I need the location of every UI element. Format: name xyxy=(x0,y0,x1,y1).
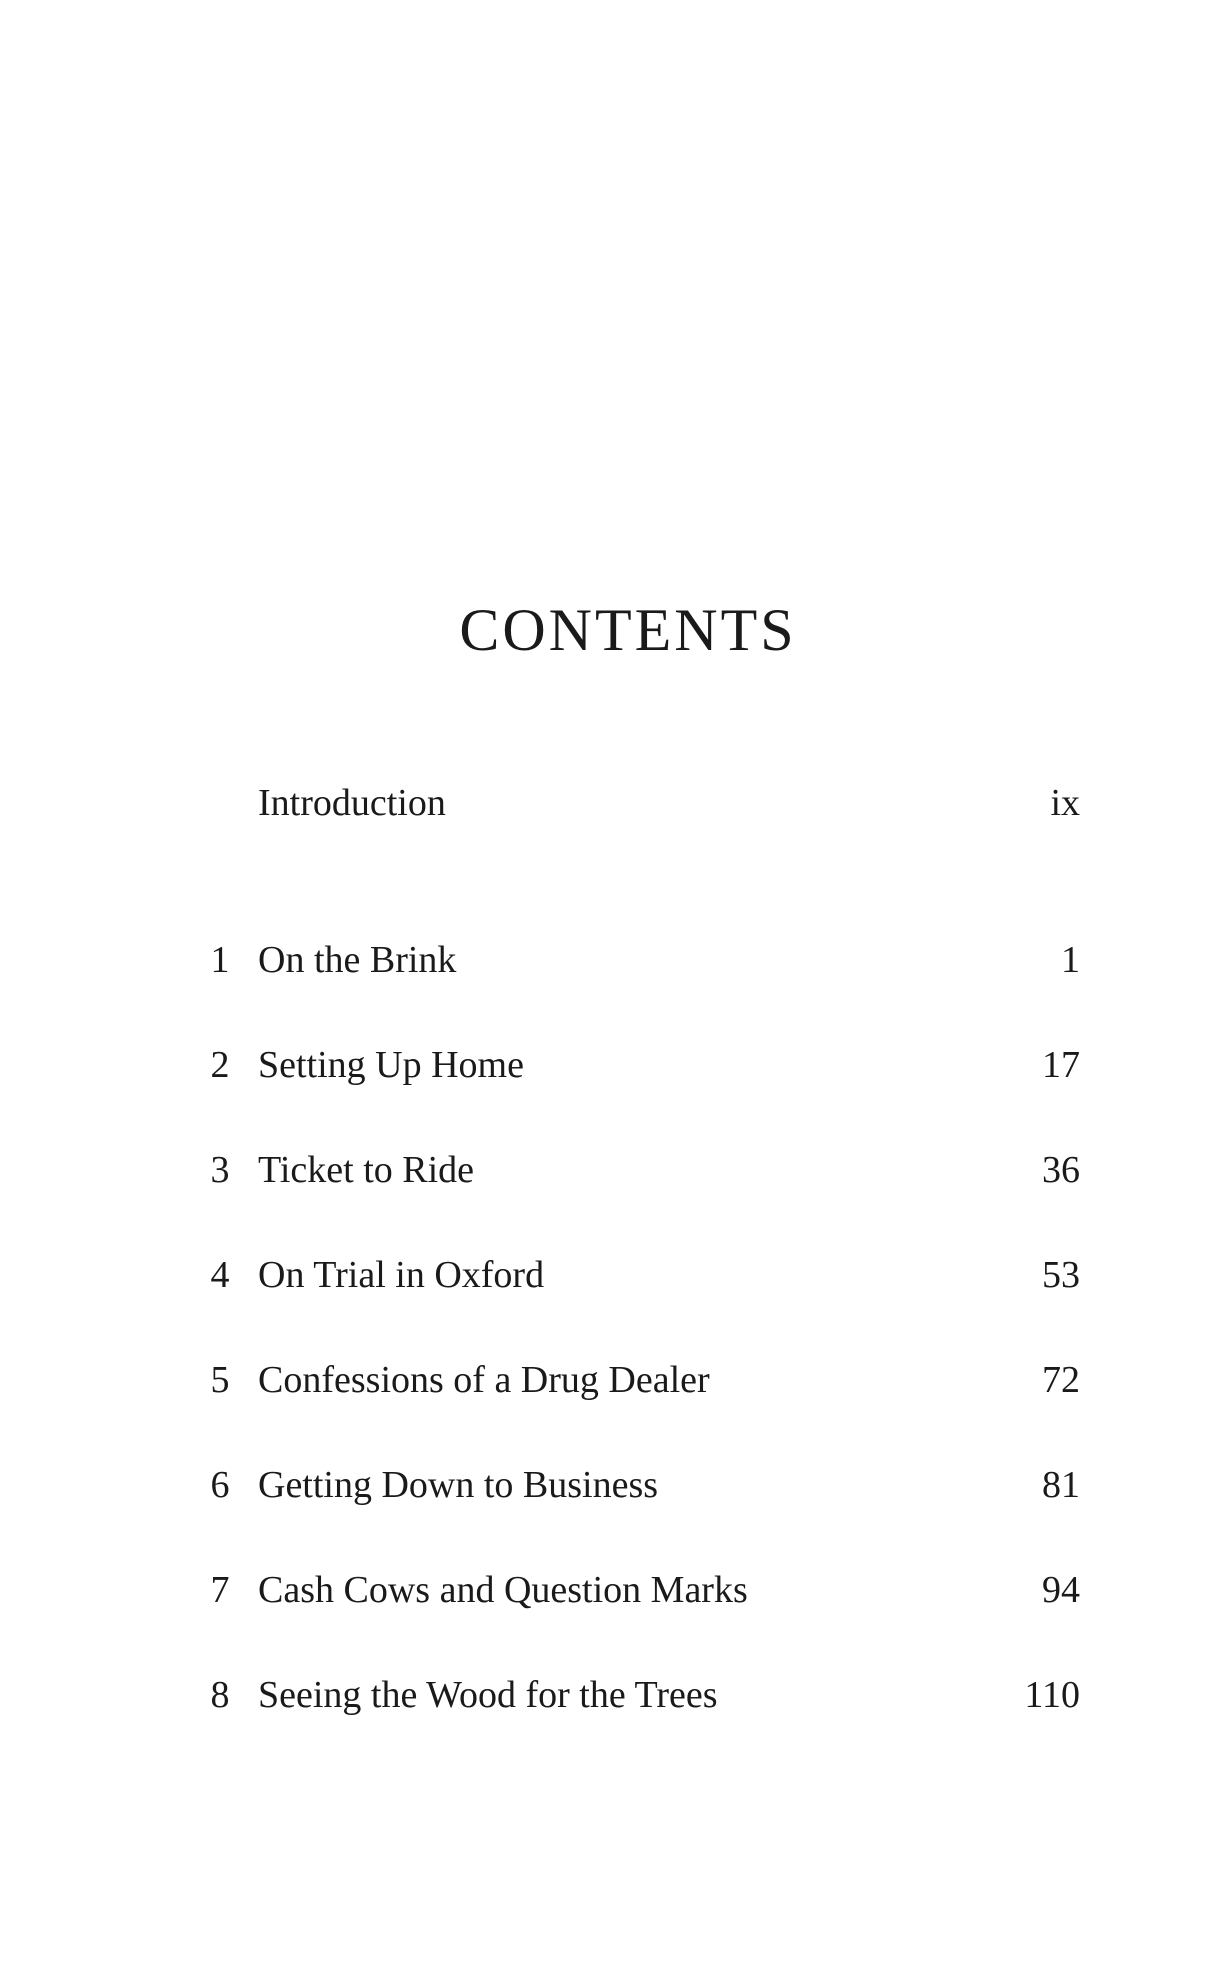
toc-entry-chapter-6 xyxy=(200,1460,1080,1510)
chapter-page: 36 xyxy=(1042,1149,1080,1191)
chapter-page: 53 xyxy=(1042,1254,1080,1296)
chapter-title: On the Brink xyxy=(258,939,457,981)
chapter-number: 8 xyxy=(210,1674,230,1716)
chapter-page: 81 xyxy=(1042,1464,1080,1506)
chapter-number: 1 xyxy=(210,939,230,981)
chapter-title: Confessions of a Drug Dealer xyxy=(258,1359,710,1401)
chapter-page: 1 xyxy=(1061,939,1080,981)
toc-entry-chapter-3 xyxy=(200,1145,1080,1195)
chapter-page: 72 xyxy=(1042,1359,1080,1401)
chapter-title: Setting Up Home xyxy=(258,1044,524,1086)
toc-entry-page: ix xyxy=(1050,782,1080,824)
toc-entry-chapter-7 xyxy=(200,1565,1080,1615)
toc-entry-chapter-5 xyxy=(200,1355,1080,1405)
toc-entry-chapter-2 xyxy=(200,1040,1080,1090)
chapter-page: 94 xyxy=(1042,1569,1080,1611)
toc-entry-chapter-1 xyxy=(200,935,1080,985)
chapter-title: Getting Down to Business xyxy=(258,1464,659,1506)
chapter-title: Ticket to Ride xyxy=(258,1149,475,1191)
chapter-number: 7 xyxy=(210,1569,230,1611)
toc-entry-chapter-8 xyxy=(200,1670,1080,1720)
chapter-title: Seeing the Wood for the Trees xyxy=(258,1674,718,1716)
chapter-page: 110 xyxy=(1024,1674,1080,1716)
chapter-number: 6 xyxy=(210,1464,230,1506)
chapter-title: Cash Cows and Question Marks xyxy=(258,1569,748,1611)
toc-entry-label: Introduction xyxy=(258,782,446,824)
chapter-number: 4 xyxy=(210,1254,230,1296)
chapter-number: 2 xyxy=(210,1044,230,1086)
page-title: CONTENTS xyxy=(459,597,797,663)
chapter-title: On Trial in Oxford xyxy=(258,1254,545,1296)
chapter-number: 5 xyxy=(210,1359,230,1401)
chapter-page: 17 xyxy=(1042,1044,1080,1086)
chapter-number: 3 xyxy=(210,1149,230,1191)
toc-entry-chapter-4 xyxy=(200,1250,1080,1300)
toc-entry-introduction xyxy=(200,778,1080,828)
